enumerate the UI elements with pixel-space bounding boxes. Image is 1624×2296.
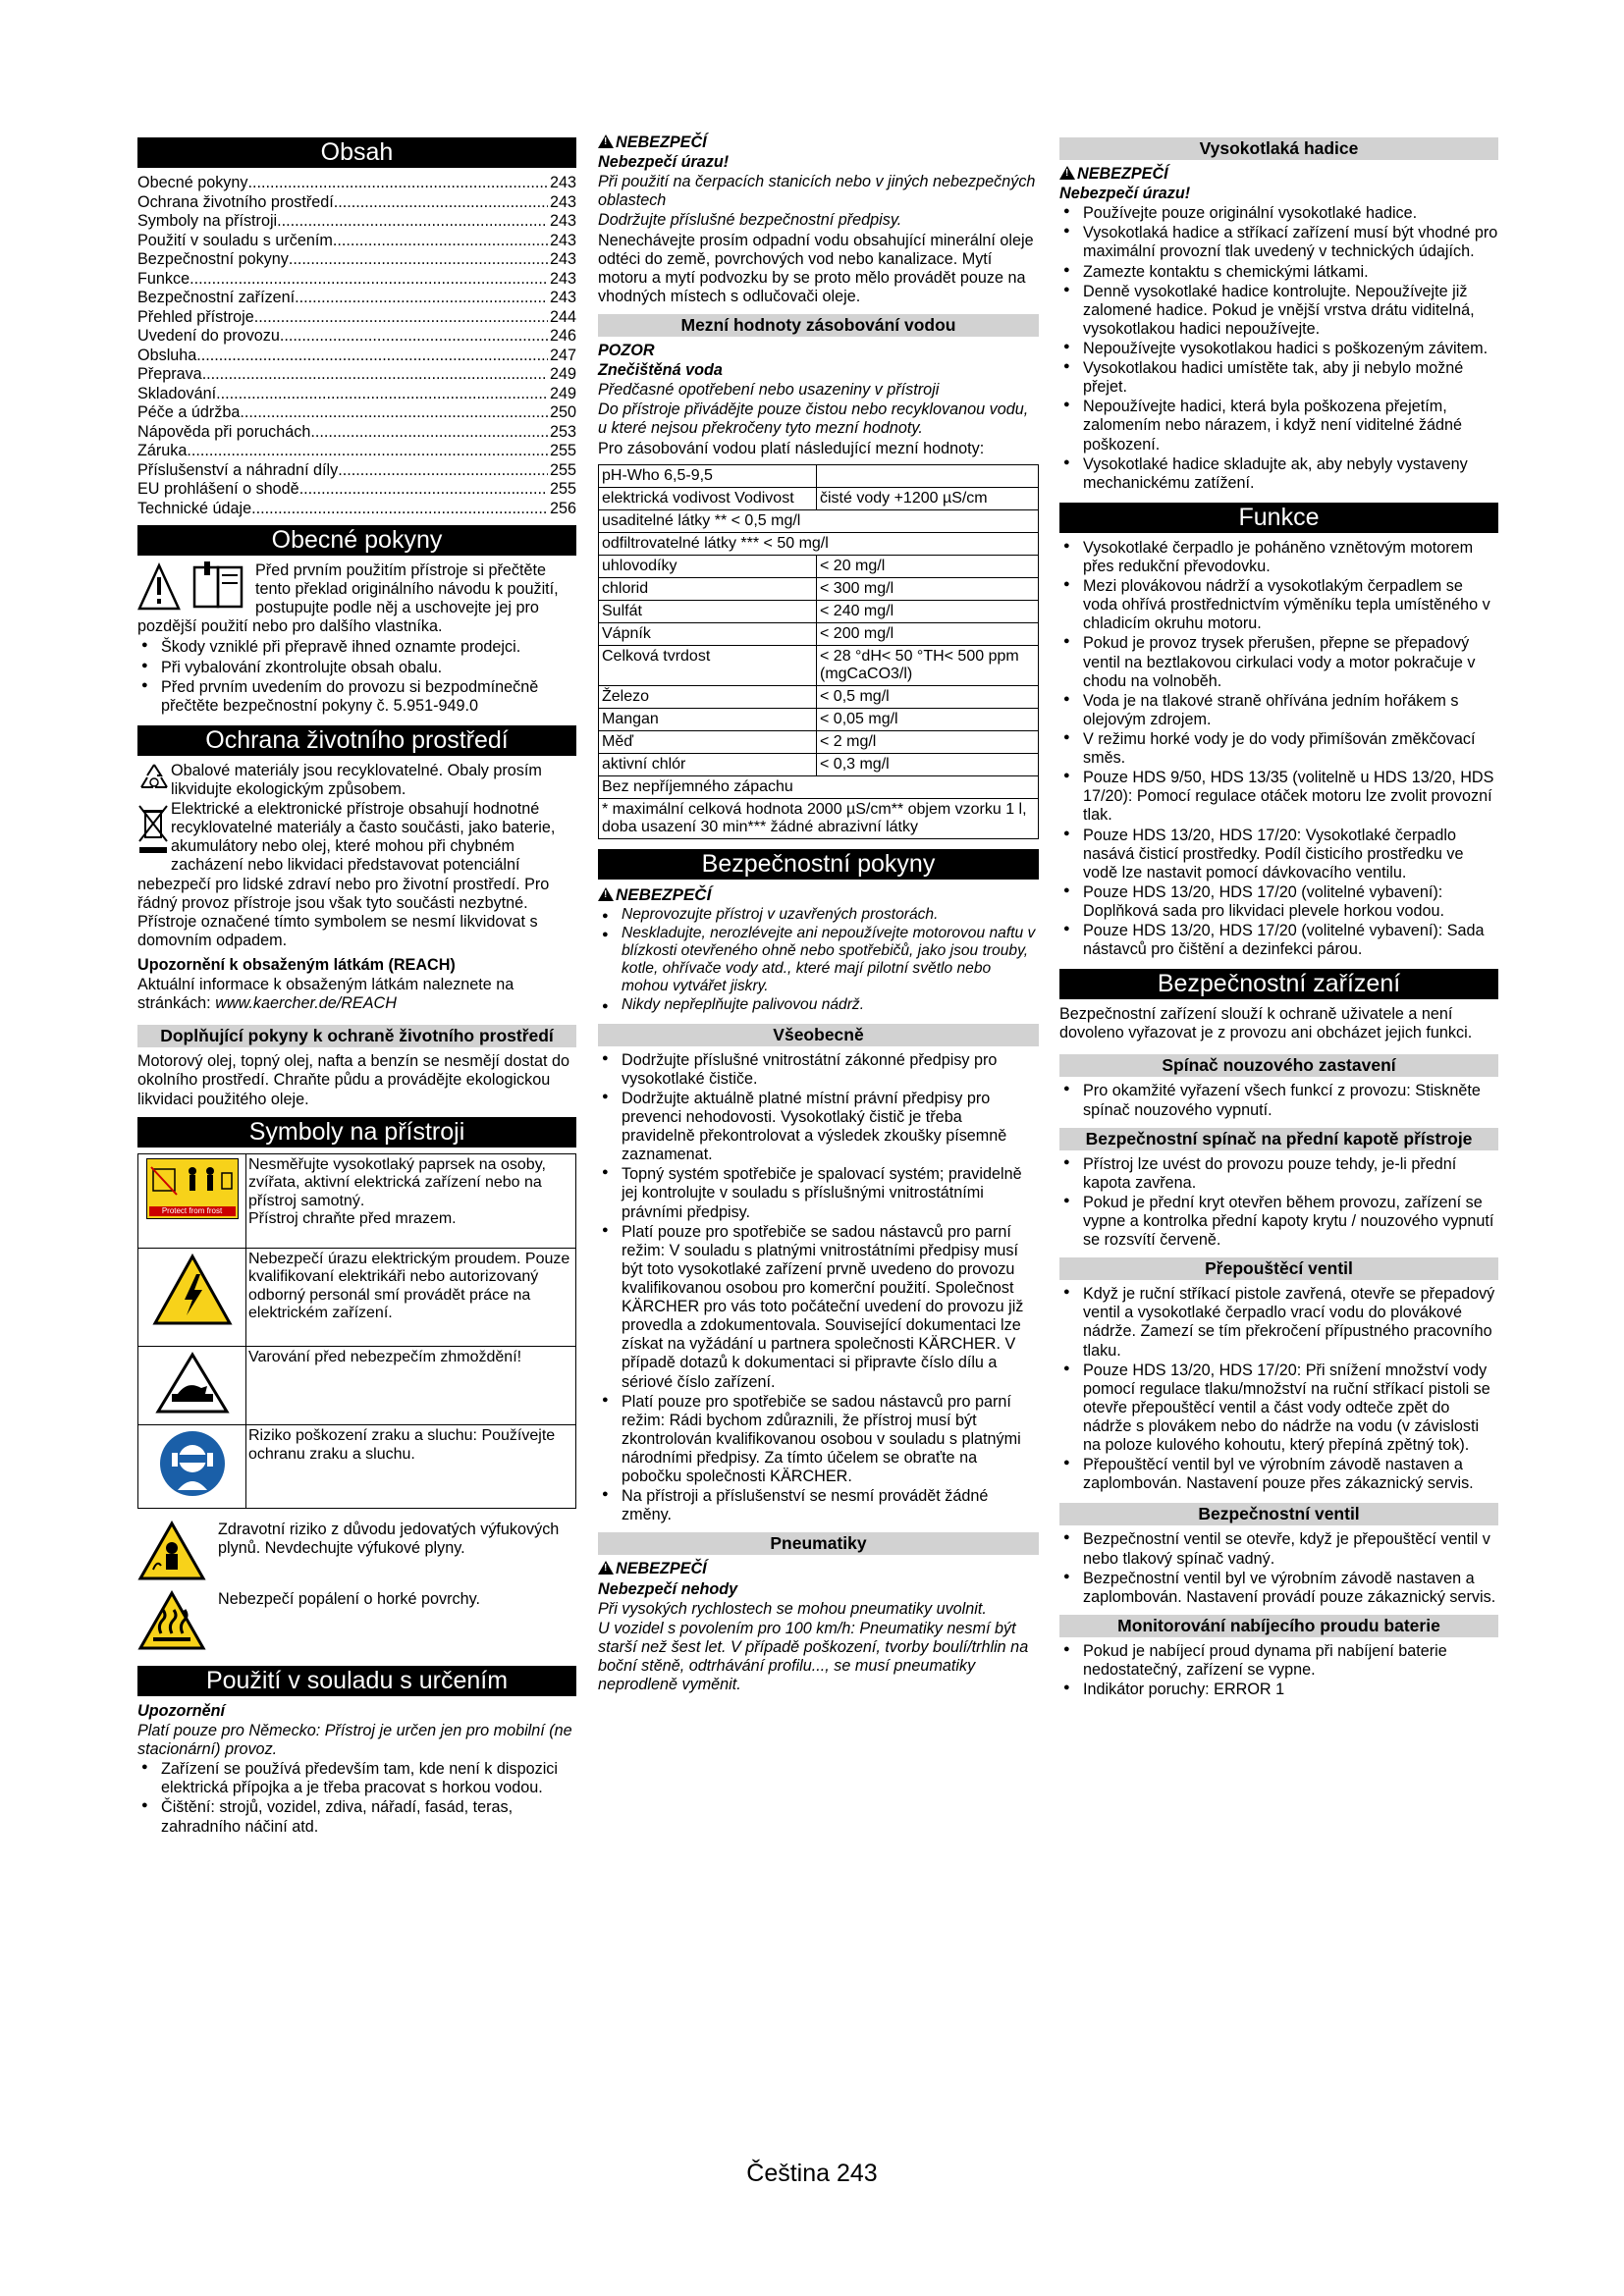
limits-row: [599, 775, 1039, 798]
safety-valve-list: [1059, 1530, 1498, 1606]
toc-leader: [240, 403, 548, 423]
hose-item: ● Zamezte kontaktu s chemickými látkami.: [1059, 263, 1498, 282]
function-item: ● Pouze HDS 13/20, HDS 17/20 (volitelné vybavení): Doplňková sada pro likvidaci plevele horkou vodou.: [1059, 883, 1498, 921]
tyres-heading: Pneumatiky: [598, 1532, 1039, 1555]
limits-row: [599, 532, 1039, 555]
symbol-text: Nesměřujte vysokotlaký paprsek na osoby, zvířata, aktivní elektrická zařízení nebo na přístroj samotný. Přístroj chraňte před mrazem.: [246, 1153, 576, 1248]
limits-row: [599, 622, 1039, 645]
crush-hazard-icon: [154, 1351, 231, 1415]
limits-cell: usaditelné látky ** < 0,5 mg/l: [599, 509, 1039, 532]
toc-item[interactable]: [137, 480, 576, 500]
limits-parameter: aktivní chlór: [599, 753, 817, 775]
limits-parameter: Celková tvrdost: [599, 645, 817, 685]
warning-icon: [598, 1561, 614, 1575]
caution-title: Znečištěná voda: [598, 361, 723, 380]
front-hood-switch-item: ● Přístroj lze uvést do provozu pouze tehdy, je-li přední kapota zavřena.: [1059, 1155, 1498, 1193]
symbol-text: Riziko poškození zraku a sluchu: Používejte ochranu zraku a sluchu.: [246, 1425, 576, 1509]
general-safety-item: ● Dodržujte aktuálně platné místní právní předpisy pro prevenci nehodovosti. Vysokotlaký čistič je třeba pravidelně překontrolovat a výsledek zkoušky písemně zaznamenat.: [598, 1090, 1039, 1164]
limits-value: < 0,3 mg/l: [817, 753, 1039, 775]
overflow-valve-heading: Přepouštěcí ventil: [1059, 1257, 1498, 1280]
danger-title: Nebezpečí úrazu!: [598, 153, 730, 172]
battery-monitor-list: [1059, 1642, 1498, 1699]
safety-devices-heading: Bezpečnostní zařízení: [1059, 969, 1498, 999]
toc-item[interactable]: [137, 500, 576, 519]
limits-value: < 200 mg/l: [817, 622, 1039, 645]
limits-parameter: Měď: [599, 730, 817, 753]
recycling-block: [137, 762, 576, 799]
safety-danger-label-text: NEBEZPEČÍ: [616, 884, 712, 904]
toc-item-title: Příslušenství a náhradní díly: [137, 460, 339, 479]
limits-row: [599, 798, 1039, 838]
toc-item-title: Funkce: [137, 269, 190, 288]
limits-cell: odfiltrovatelné látky *** < 50 mg/l: [599, 532, 1039, 555]
electric-hazard-icon: [151, 1253, 234, 1327]
column-middle: [598, 133, 1039, 1695]
limits-row: [599, 487, 1039, 509]
overflow-valve-list: [1059, 1285, 1498, 1493]
hot-surface-row: [137, 1590, 576, 1656]
limits-value: [817, 464, 1039, 487]
toc-item[interactable]: [137, 365, 576, 385]
symbol-row: [138, 1153, 576, 1248]
front-hood-switch-heading: Bezpečnostní spínač na přední kapotě přístroje: [1059, 1128, 1498, 1150]
toc-item[interactable]: [137, 232, 576, 251]
reach-title: Upozornění k obsaženým látkám (REACH): [137, 955, 456, 974]
limits-parameter: Železo: [599, 685, 817, 708]
safety-valve-item: ● Bezpečnostní ventil se otevře, když je přepouštěcí ventil v nebo tlakový spínač vadný.: [1059, 1530, 1498, 1568]
limits-parameter: elektrická vodivost Vodivost: [599, 487, 817, 509]
toc-heading: Obsah: [137, 137, 576, 168]
toc-item[interactable]: [137, 403, 576, 423]
toc-item[interactable]: [137, 347, 576, 366]
function-item: ● Pouze HDS 13/20, HDS 17/20 (volitelné vybavení): Sada nástavců pro čištění a dezinfekci párou.: [1059, 922, 1498, 959]
recycling-icon: [137, 762, 171, 799]
limits-row: [599, 464, 1039, 487]
toc-item-title: Použití v souladu s určením: [137, 231, 333, 249]
toc-item-title: Bezpečnostní zařízení: [137, 289, 296, 306]
environment-sub-heading: Doplňující pokyny k ochraně životního prostředí: [137, 1025, 576, 1047]
hose-item: ● Denně vysokotlaké hadice kontrolujte. Nepoužívejte již zalomené hadice. Pokud je vnější vrstva drátu viditelná, vysokotlakou hadici nepoužívejte.: [1059, 283, 1498, 339]
limits-parameter: pH-Who 6,5-9,5: [599, 464, 817, 487]
limits-row: [599, 685, 1039, 708]
battery-monitor-heading: Monitorování nabíjecího proudu baterie: [1059, 1615, 1498, 1637]
toc-item[interactable]: [137, 442, 576, 461]
toc-item-title: Záruka: [137, 442, 188, 459]
environment-heading: Ochrana životního prostředí: [137, 725, 576, 756]
symbol-text: Nebezpečí úrazu elektrickým proudem. Pouze kvalifikovaní elektrikáři nebo autorizovaný odborný personál smí provádět práce na elektrickém zařízení.: [246, 1248, 576, 1346]
battery-monitor-item: ● Pokud je nabíjecí proud dynama při nabíjení baterie nedostatečný, zařízení se vypne.: [1059, 1642, 1498, 1680]
general-safety-item: ● Platí pouze pro spotřebiče se sadou nástavců pro parní režim: V souladu s platnými vnitrostátními předpisy musí být toto vysokotlaké zařízení prvně uvedeno do provozu kvalifikovanou osobou pro komerční použití. Společnost KÄRCHER pro vás toto počáteční uvedení do provozu již provedla a zdokumentovala. Související dokumentaci lze získat na vyžádání u partnera společnosti KÄRCHER. V případě dotazů k dokumentaci si připravte číslo dílu a sériové číslo zařízení.: [598, 1223, 1039, 1392]
hose-item: ● Vysokotlakou hadici umístěte tak, aby ji nebylo možné přejet.: [1059, 359, 1498, 397]
safety-danger-item: ● Nikdy nepřeplňujte palivovou nádrž.: [598, 996, 1039, 1014]
toc-item-title: Péče a údržba: [137, 403, 241, 421]
toc-item-page: 243: [549, 192, 576, 211]
intended-use-note-title: Upozornění: [137, 1701, 226, 1720]
general-safety-heading: Všeobecně: [598, 1024, 1039, 1046]
toc-item-page: 250: [549, 403, 576, 421]
toc-item[interactable]: [137, 308, 576, 328]
symbol-cell: [138, 1153, 246, 1248]
toc-item-page: 243: [549, 231, 576, 249]
toc-leader: [338, 461, 548, 481]
front-hood-switch-list: [1059, 1155, 1498, 1251]
toc-item-title: Přehled přístroje: [137, 307, 254, 326]
symbols-table: [137, 1153, 576, 1509]
hose-item: ● Vysokotlaká hadice a stříkací zařízení musí být vhodné pro maximální provozní tlak uvedený v technických údajích.: [1059, 224, 1498, 261]
warning-icon: [598, 887, 614, 901]
toc-leader: [196, 347, 548, 366]
general-safety-item: ● Platí pouze pro spotřebiče se sadou nástavců pro parní režim: Rádi bychom zdůraznili, že přístroj musí být zkontrolován kvalifikovanou osobou v souladu s platnými národními předpisy. Za tímto účelem se obraťte na pobočku společnosti KÄRCHER.: [598, 1393, 1039, 1487]
limits-row: [599, 730, 1039, 753]
hose-list: [1059, 204, 1498, 493]
symbols-heading: Symboly na přístroji: [137, 1117, 576, 1148]
toc-item-title: Uvedení do provozu: [137, 327, 280, 345]
exhaust-gas-row: [137, 1521, 576, 1586]
toc-item-page: 243: [549, 212, 576, 230]
symbol-row: [138, 1425, 576, 1509]
no-spray-icon: [146, 1158, 239, 1219]
function-item: ● Voda je na tlakové straně ohřívána jedním hořákem s olejovým zdrojem.: [1059, 692, 1498, 729]
toc-item-page: 243: [549, 289, 576, 306]
limits-value: < 300 mg/l: [817, 577, 1039, 600]
tyres-danger-text: Při vysokých rychlostech se mohou pneumatiky uvolnit.: [598, 1599, 987, 1618]
intended-use-heading: Použití v souladu s určením: [137, 1666, 576, 1696]
safety-danger-item: ● Neprovozujte přístroj v uzavřených prostorách.: [598, 906, 1039, 924]
toc-item[interactable]: [137, 461, 576, 481]
toc-leader: [277, 212, 548, 232]
toc-item-title: EU prohlášení o shodě: [137, 480, 299, 498]
toc-leader: [289, 250, 548, 270]
limits-row: [599, 577, 1039, 600]
toc-item[interactable]: [137, 174, 576, 193]
toc-item-page: 255: [549, 480, 576, 498]
function-item: ● Mezi plovákovou nádrží a vysokotlakým čerpadlem se voda ohřívá prostřednictvím výměníku tepla umístěného v chladicím okruhu motoru.: [1059, 577, 1498, 633]
toc-leader: [189, 270, 548, 290]
hose-item: ● Nepoužívejte hadici, která byla poškozena přejetím, zalomením nebo nárazem, i když není viditelné žádné poškození.: [1059, 398, 1498, 454]
limits-row: [599, 600, 1039, 622]
function-item: ● Pouze HDS 13/20, HDS 17/20: Vysokotlaké čerpadlo nasává čisticí prostředky. Podíl čisticího prostředku ve vodě lze nastavit pomocí dávkovacího ventilu.: [1059, 827, 1498, 882]
toc-item-title: Technické údaje: [137, 499, 252, 517]
toc-leader: [280, 327, 548, 347]
caution-text-2: Do přístroje přivádějte pouze čistou nebo recyklovanou vodu, u které nejsou překročeny tyto mezní hodnoty.: [598, 400, 1029, 438]
function-list: [1059, 539, 1498, 959]
limits-intro: Pro zásobování vodou platí následující mezní hodnoty:: [598, 439, 985, 457]
toc-item-page: 244: [549, 307, 576, 326]
safety-heading: Bezpečnostní pokyny: [598, 849, 1039, 880]
overflow-valve-item: ● Pouze HDS 13/20, HDS 17/20: Při snížení množství vody pomocí regulace tlaku/množství na ruční stříkací pistoli se otevře přepouštěcí ventil a část vody odteče zpět do nádrže s plovákem nebo do nádrže na vodu (v závislosti na poloze kulového kohoutu, který přepíná zpětný tok).: [1059, 1362, 1498, 1456]
limits-row: [599, 708, 1039, 730]
limits-value: < 0,5 mg/l: [817, 685, 1039, 708]
toc-leader: [295, 289, 548, 308]
hose-item: ● Vysokotlaké hadice skladujte ak, aby nebyly vystaveny mechanickému zatížení.: [1059, 455, 1498, 493]
function-item: ● Pouze HDS 9/50, HDS 13/35 (volitelně u HDS 13/20, HDS 17/20): Pomocí regulace otáček motoru lze zvolit provozní tlak.: [1059, 769, 1498, 825]
toc-item[interactable]: [137, 212, 576, 232]
front-hood-switch-item: ● Pokud je přední kryt otevřen během provozu, zařízení se vypne a kontrolka přední kapoty krytu / nouzového vypnutí se rozsvítí červeně.: [1059, 1194, 1498, 1250]
overflow-valve-item: ● Přepouštěcí ventil byl ve výrobním závodě nastaven a zaplombován. Nastavení pouze přes zákaznický servis.: [1059, 1456, 1498, 1493]
limits-row: [599, 645, 1039, 685]
intended-use-item: ● Zařízení se používá především tam, kde není k dispozici elektrická přípojka a je třeba pracovat s horkou vodou.: [137, 1760, 576, 1797]
toc-item-page: 255: [549, 442, 576, 459]
symbol-cell: [138, 1425, 246, 1509]
intended-use-list: [137, 1760, 576, 1836]
general-intro-text: Před prvním použitím přístroje si přečtěte tento překlad originálního návodu k použití, postupujte podle něj a uschovejte jej pro pozdější použití nebo pro dalšího vlastníka.: [137, 561, 559, 636]
recycling-text: Obalové materiály jsou recyklovatelné. Obaly prosím likvidujte ekologickým způsobem.: [171, 761, 542, 798]
general-safety-item: ● Na přístroji a příslušenství se nesmí provádět žádné změny.: [598, 1487, 1039, 1524]
toc-item-title: Symboly na přístroji: [137, 212, 278, 230]
emergency-stop-list: [1059, 1082, 1498, 1119]
toc-item-title: Skladování: [137, 384, 217, 402]
tyres-danger-label-text: NEBEZPEČÍ: [616, 1560, 707, 1578]
reach-text: [137, 976, 576, 1013]
toc-item-page: 253: [549, 422, 576, 441]
toc-item[interactable]: [137, 423, 576, 443]
caution-label: POZOR: [598, 341, 655, 359]
water-limits-table: [598, 464, 1039, 839]
toc-item-title: Bezpečnostní pokyny: [137, 250, 289, 268]
safety-valve-heading: Bezpečnostní ventil: [1059, 1503, 1498, 1525]
toc-item-page: 249: [549, 384, 576, 402]
intended-use-item: ● Čištění: strojů, vozidel, zdiva, nářadí, fasád, teras, zahradního náčiní atd.: [137, 1798, 576, 1836]
toc-item-page: 243: [549, 250, 576, 268]
toc-leader: [216, 385, 548, 404]
warning-icon: [598, 134, 614, 148]
reach-text-body: Aktuální informace k obsaženým látkám naleznete na stránkách:: [137, 976, 514, 1013]
limits-parameter: Mangan: [599, 708, 817, 730]
safety-devices-text: Bezpečnostní zařízení slouží k ochraně uživatele a není dovoleno vyřazovat je z provozu ani obcházet jejich funkci.: [1059, 1005, 1473, 1042]
toc-leader: [202, 365, 548, 385]
exhaust-gas-text: Zdravotní riziko z důvodu jedovatých výfukových plynů. Nevdechujte výfukové plyny.: [218, 1520, 560, 1557]
toc-item-page: 256: [549, 499, 576, 517]
function-heading: Funkce: [1059, 503, 1498, 533]
toc-item[interactable]: [137, 385, 576, 404]
hose-item: ● Nepoužívejte vysokotlakou hadici s poškozeným závitem.: [1059, 340, 1498, 358]
danger-label: [598, 133, 1039, 152]
danger-label-text: NEBEZPEČÍ: [616, 133, 707, 151]
toc-leader: [187, 442, 548, 461]
emergency-stop-item: ● Pro okamžité vyřazení všech funkcí z provozu: Stiskněte spínač nouzového vypnutí.: [1059, 1082, 1498, 1119]
water-limits-heading: Mezní hodnoty zásobování vodou: [598, 314, 1039, 337]
general-safety-item: ● Topný systém spotřebiče je spalovací systém; pravidelně jej kontrolujte v souladu s příslušnými vnitrostátními právními předpisy.: [598, 1165, 1039, 1221]
weee-block: [137, 800, 576, 950]
limits-value: < 28 °dH< 50 °TH< 500 ppm (mgCaCO3/l): [817, 645, 1039, 685]
frost-label: Protect from frost: [149, 1206, 236, 1216]
battery-monitor-item: ● Indikátor poruchy: ERROR 1: [1059, 1681, 1498, 1699]
limits-parameter: chlorid: [599, 577, 817, 600]
overflow-valve-item: ● Když je ruční stříkací pistole zavřená, otevře se přepadový ventil a vysokotlaké čerpadlo vrací vodu do plovákové nádrže. Zamezí se tím překročení přípustného pracovního tlaku.: [1059, 1285, 1498, 1360]
danger-text-2: Dodržujte příslušné bezpečnostní předpisy.: [598, 211, 902, 230]
toc-item[interactable]: [137, 270, 576, 290]
toc-leader: [247, 174, 548, 193]
toc-item[interactable]: [137, 327, 576, 347]
limits-value: < 20 mg/l: [817, 555, 1039, 577]
toc-leader: [334, 193, 548, 213]
hose-danger-label: [1059, 165, 1498, 184]
environment-sub-text: Motorový olej, topný olej, nafta a benzín se nesmějí dostat do okolního prostředí. Chraňte půdu a provádějte ekologickou likvidaci použitého oleje.: [137, 1052, 570, 1108]
toc-item[interactable]: [137, 250, 576, 270]
intended-use-note-text: Platí pouze pro Německo: Přístroj je určen jen pro mobilní (ne stacionární) provoz.: [137, 1721, 572, 1759]
toc-item-title: Obecné pokyny: [137, 174, 248, 191]
general-safety-list: [598, 1051, 1039, 1525]
general-list-item: ● Škody vzniklé při přepravě ihned oznamte prodejci.: [137, 638, 576, 657]
crossed-bin-icon: [137, 802, 171, 865]
safety-danger-label: [598, 885, 1039, 905]
tyres-danger-title: Nebezpečí nehody: [598, 1579, 738, 1598]
limits-parameter: Vápník: [599, 622, 817, 645]
toc-item-page: 255: [549, 460, 576, 479]
toc-leader: [333, 232, 548, 251]
toc-item-page: 243: [549, 174, 576, 191]
safety-valve-item: ● Bezpečnostní ventil byl ve výrobním závodě nastaven a zaplombován. Nastavení provádí pouze zákaznický servis.: [1059, 1570, 1498, 1607]
toc-item-page: 243: [549, 269, 576, 288]
waste-water-text: Nenechávejte prosím odpadní vodu obsahující minerální oleje odtéci do země, povrchových vod nebo kanalizace. Mytí motoru a mytí podvozku by se proto mělo provádět pouze na vhodných místech s odlučovači oleje.: [598, 231, 1034, 305]
warning-icon: [1059, 166, 1075, 180]
exhaust-gas-icon: [137, 1521, 208, 1586]
general-safety-item: ● Dodržujte příslušné vnitrostátní zákonné předpisy pro vysokotlaké čističe.: [598, 1051, 1039, 1089]
tyres-danger-label: [598, 1560, 1039, 1578]
toc-leader: [299, 480, 548, 500]
weee-text: Elektrické a elektronické přístroje obsahují hodnotné recyklovatelné materiály a často součásti, jako baterie, akumulátory nebo olej, které mohou při chybném zacházení nebo likvidaci představovat potenciální nebezpečí pro lidské zdraví nebo pro životní prostředí. Pro řádný provoz přístroje jsou však tyto součásti nezbytné. Přístroje označené tímto symbolem se nesmí likvidovat s domovním odpadem.: [137, 800, 556, 949]
limits-row: [599, 753, 1039, 775]
function-item: ● V režimu horké vody je do vody přimíšován změkčovací směs.: [1059, 730, 1498, 768]
limits-row: [599, 555, 1039, 577]
hose-item: ● Používejte pouze originální vysokotlaké hadice.: [1059, 204, 1498, 223]
toc-leader: [251, 500, 548, 519]
hot-surface-icon: [137, 1590, 208, 1656]
general-list-item: ● Při vybalování zkontrolujte obsah obalu.: [137, 659, 576, 677]
column-right: [1059, 133, 1498, 1700]
toc-item-title: Obsluha: [137, 346, 197, 364]
toc-leader: [310, 423, 548, 443]
toc-item[interactable]: [137, 193, 576, 213]
toc-item-page: 247: [549, 346, 576, 364]
toc-item-title: Ochrana životního prostředí: [137, 192, 334, 211]
limits-row: [599, 509, 1039, 532]
function-item: ● Vysokotlaké čerpadlo je poháněno vznětovým motorem přes redukční převodovku.: [1059, 539, 1498, 576]
toc-item-page: 249: [549, 365, 576, 383]
hose-danger-label-text: NEBEZPEČÍ: [1077, 165, 1168, 183]
symbol-row: [138, 1248, 576, 1346]
toc-item-title: Přeprava: [137, 365, 202, 383]
safety-danger-list: [598, 906, 1039, 1014]
caution-text: Předčasné opotřebení nebo usazeniny v přístroji: [598, 381, 940, 400]
column-left: [137, 133, 576, 1838]
hose-heading: Vysokotlaká hadice: [1059, 137, 1498, 160]
page-footer: Čeština 243: [746, 2160, 878, 2187]
hot-surface-text: Nebezpečí popálení o horké povrchy.: [218, 1589, 480, 1608]
limits-value: čisté vody +1200 µS/cm: [817, 487, 1039, 509]
limits-value: < 240 mg/l: [817, 600, 1039, 622]
symbol-row: [138, 1346, 576, 1425]
general-list: [137, 638, 576, 715]
limits-value: < 0,05 mg/l: [817, 708, 1039, 730]
safety-danger-item: ● Neskladujte, nerozlévejte ani nepoužívejte motorovou naftu v blízkosti otevřeného ohně nebo spotřebičů, jako jsou trouby, kotle, ohřívače vody atd., které mají pilotní světlo nebo mohou vytvářet jiskry.: [598, 925, 1039, 995]
limits-parameter: uhlovodíky: [599, 555, 817, 577]
limits-parameter: Sulfát: [599, 600, 817, 622]
general-intro: [137, 561, 576, 636]
symbol-cell: [138, 1248, 246, 1346]
read-manual-icon: [137, 561, 255, 614]
toc-item[interactable]: [137, 289, 576, 308]
general-list-item: ● Před prvním uvedením do provozu si bezpodmínečně přečtěte bezpečnostní pokyny č. 5.951-949.0: [137, 678, 576, 716]
limits-value: < 2 mg/l: [817, 730, 1039, 753]
general-heading: Obecné pokyny: [137, 525, 576, 556]
symbol-text: Varování před nebezpečím zhmoždění!: [246, 1346, 576, 1425]
danger-text: Při použití na čerpacích stanicích nebo v jiných nebezpečných oblastech: [598, 173, 1036, 210]
limits-cell: * maximální celková hodnota 2000 µS/cm** objem vzorku 1 l, doba usazení 30 min*** žádné abrazivní látky: [599, 798, 1039, 838]
toc-item-title: Nápověda při poruchách: [137, 422, 311, 441]
tyres-danger-text-2: U vozidel s povolením pro 100 km/h: Pneumatiky nesmí být starší než šest let. V případě poškození, tvorby boulí/trhlin na boční stěně, odtrhávání profilu..., se musí pneumatiky neprodleně vyměnit.: [598, 1619, 1029, 1694]
function-item: ● Pokud je provoz trysek přerušen, přepne se přepadový ventil na beztlakovou cirkulaci vody a motor pokračuje v chodu na volnoběh.: [1059, 634, 1498, 690]
eye-ear-protection-icon: [158, 1429, 227, 1498]
reach-link[interactable]: www.kaercher.de/REACH: [215, 994, 397, 1013]
hose-danger-title: Nebezpečí úrazu!: [1059, 185, 1191, 203]
toc-item-page: 246: [549, 327, 576, 345]
toc-list: [137, 174, 576, 518]
symbol-cell: [138, 1346, 246, 1425]
emergency-stop-heading: Spínač nouzového zastavení: [1059, 1054, 1498, 1077]
toc-leader: [254, 308, 548, 328]
limits-cell: Bez nepříjemného zápachu: [599, 775, 1039, 798]
